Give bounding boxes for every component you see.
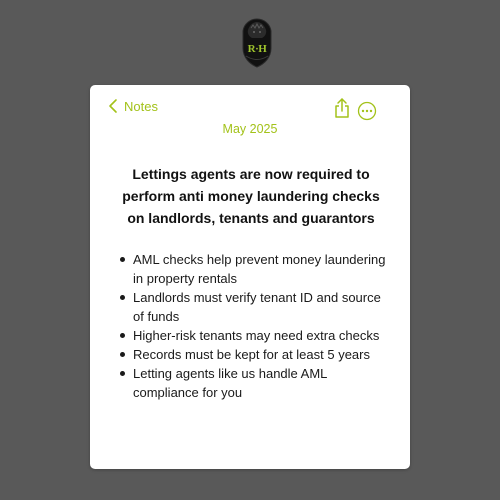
bullet-text: Records must be kept for at least 5 years bbox=[133, 347, 370, 362]
bullet-dot bbox=[120, 333, 125, 338]
bullet-dot bbox=[120, 352, 125, 357]
bullet-item bbox=[117, 345, 387, 364]
chevron-left-icon bbox=[108, 98, 118, 114]
note-card bbox=[90, 85, 410, 469]
back-label: Notes bbox=[124, 98, 158, 114]
bullet-text: Landlords must verify tenant ID and source of funds bbox=[133, 290, 381, 324]
bullet-text: Higher-risk tenants may need extra checks bbox=[133, 328, 380, 343]
bullet-item bbox=[117, 288, 387, 326]
bullet-text: AML checks help prevent money laundering in property rentals bbox=[133, 252, 386, 286]
bullet-dot bbox=[120, 371, 125, 376]
more-options-icon[interactable] bbox=[357, 101, 377, 121]
bullet-dot bbox=[120, 295, 125, 300]
logo-monogram: R·H bbox=[247, 43, 267, 55]
bullet-text: Letting agents like us handle AML compliance for you bbox=[133, 366, 327, 400]
share-icon[interactable] bbox=[333, 97, 351, 119]
note-headline: Lettings agents are now required to perform anti money laundering checks on landlords, tenants and guarantors bbox=[122, 166, 380, 226]
bullet-item bbox=[117, 364, 387, 402]
bullet-list bbox=[117, 250, 387, 402]
bullet-dot bbox=[120, 257, 125, 262]
back-to-notes-button[interactable] bbox=[108, 98, 158, 114]
note-date: May 2025 bbox=[222, 122, 278, 136]
bullet-item bbox=[117, 326, 387, 345]
bullet-item bbox=[117, 250, 387, 288]
lion-crest-logo bbox=[240, 18, 274, 68]
